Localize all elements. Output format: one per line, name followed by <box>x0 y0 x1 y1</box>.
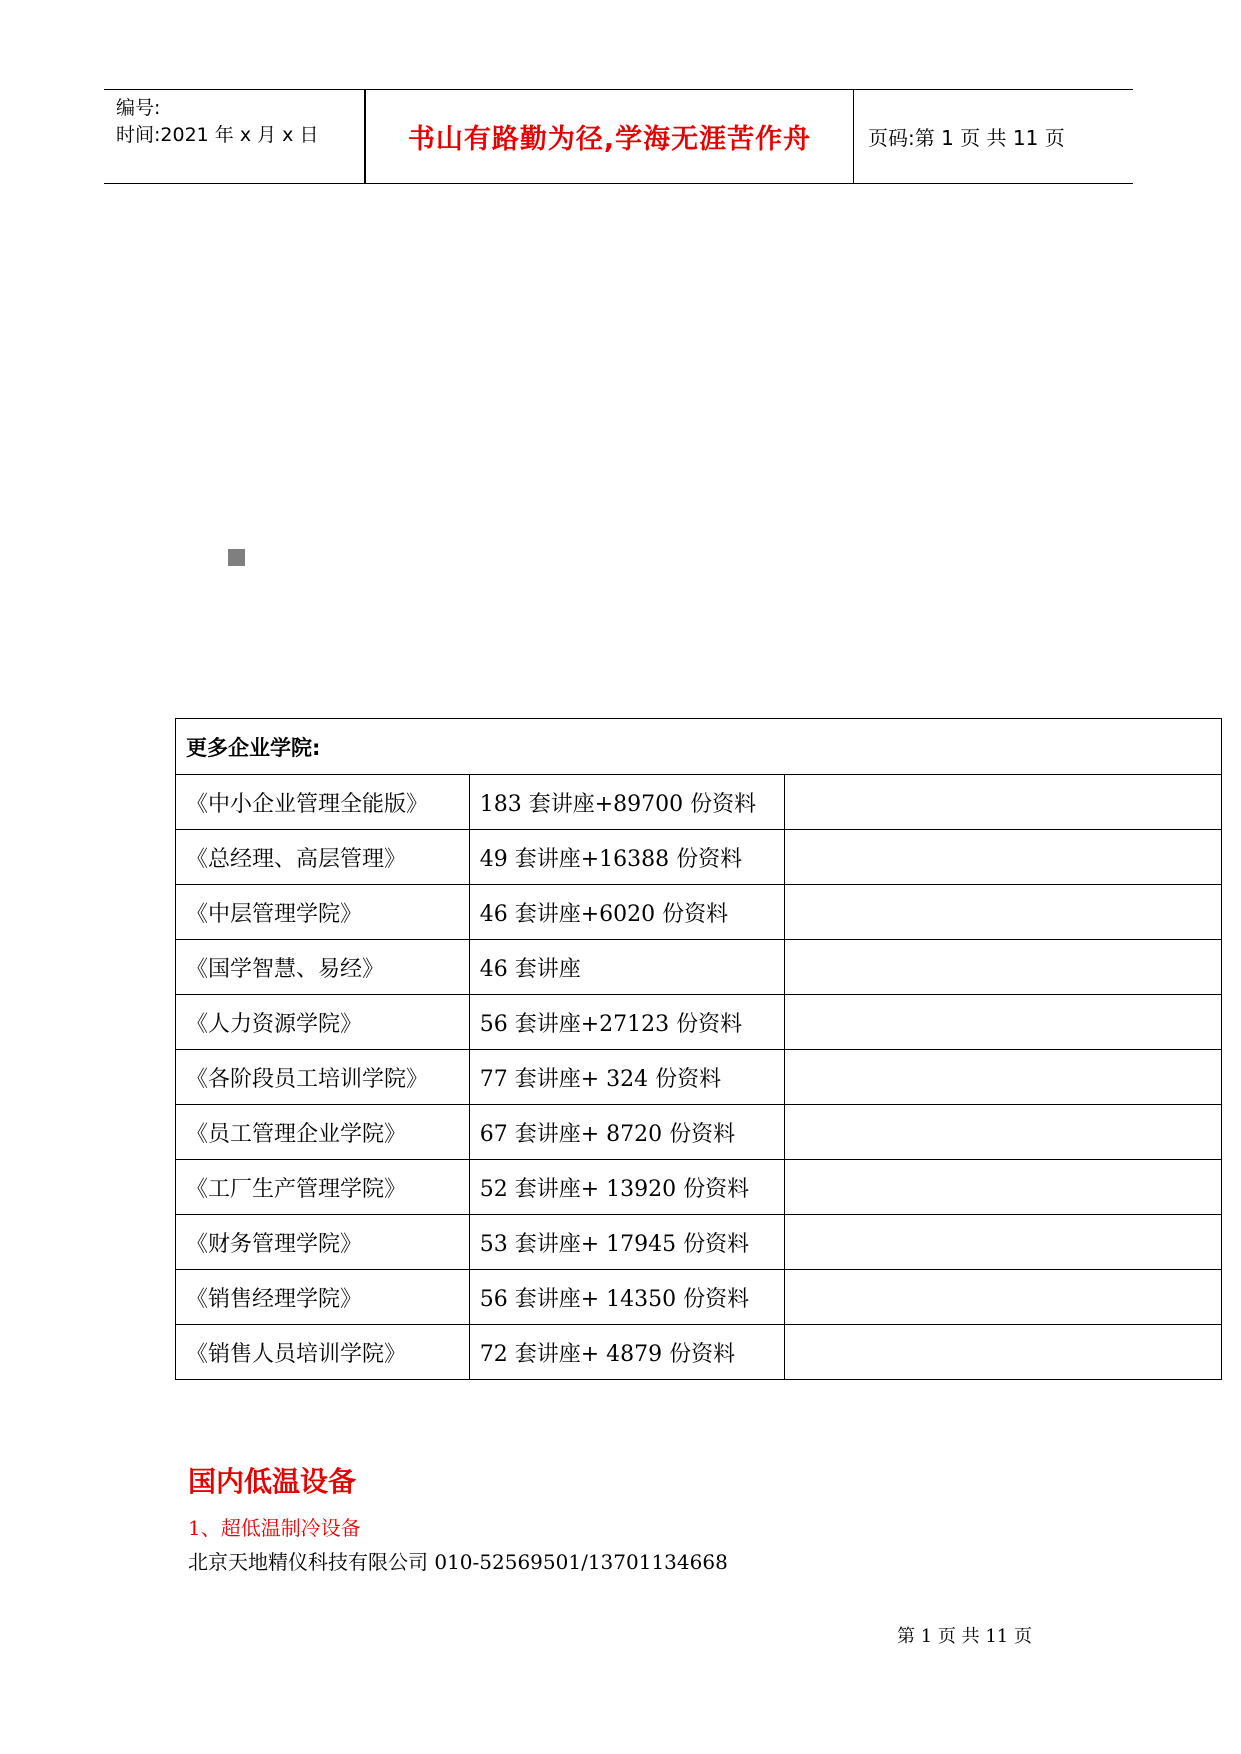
table-row <box>176 1270 1222 1325</box>
header-motto-cell <box>366 90 854 183</box>
table-cell-desc: 72 套讲座+ 4879 份资料 <box>469 1325 785 1380</box>
header-motto: 书山有路勤为径,学海无涯苦作舟 <box>407 124 812 155</box>
document-time-label: 时间:2021 年 x 月 x 日 <box>116 124 319 146</box>
subsection-title: 1、超低温制冷设备 <box>188 1516 361 1540</box>
table-row <box>176 1160 1222 1215</box>
table-cell-extra <box>785 830 1222 885</box>
table-cell-desc: 77 套讲座+ 324 份资料 <box>469 1050 785 1105</box>
table-row <box>176 1325 1222 1380</box>
table-cell-name: 《销售经理学院》 <box>176 1270 470 1325</box>
table-cell-extra <box>785 1050 1222 1105</box>
header-meta-cell <box>104 90 366 183</box>
table-cell-extra <box>785 1160 1222 1215</box>
table-cell-name: 《财务管理学院》 <box>176 1215 470 1270</box>
table-cell-name: 《总经理、高层管理》 <box>176 830 470 885</box>
table-cell-desc: 67 套讲座+ 8720 份资料 <box>469 1105 785 1160</box>
table-cell-extra <box>785 1215 1222 1270</box>
table-cell-desc: 53 套讲座+ 17945 份资料 <box>469 1215 785 1270</box>
table-heading: 更多企业学院: <box>176 719 1222 775</box>
table-cell-name: 《人力资源学院》 <box>176 995 470 1050</box>
table-cell-extra <box>785 1325 1222 1380</box>
table-row <box>176 775 1222 830</box>
table-cell-name: 《工厂生产管理学院》 <box>176 1160 470 1215</box>
table-cell-desc: 56 套讲座+ 14350 份资料 <box>469 1270 785 1325</box>
academy-table <box>175 718 1222 1380</box>
table-cell-extra <box>785 1105 1222 1160</box>
page-header <box>104 89 1133 184</box>
table-row <box>176 940 1222 995</box>
table-cell-name: 《各阶段员工培训学院》 <box>176 1050 470 1105</box>
table-cell-extra <box>785 1270 1222 1325</box>
table-cell-name: 《销售人员培训学院》 <box>176 1325 470 1380</box>
table-row <box>176 885 1222 940</box>
table-cell-name: 《中小企业管理全能版》 <box>176 775 470 830</box>
table-cell-extra <box>785 995 1222 1050</box>
table-row <box>176 830 1222 885</box>
square-bullet-icon <box>228 549 245 566</box>
table-row <box>176 1215 1222 1270</box>
table-cell-name: 《国学智慧、易经》 <box>176 940 470 995</box>
table-row <box>176 1050 1222 1105</box>
table-cell-desc: 49 套讲座+16388 份资料 <box>469 830 785 885</box>
table-row <box>176 1105 1222 1160</box>
company-contact: 北京天地精仪科技有限公司 010-52569501/13701134668 <box>188 1550 728 1574</box>
table-cell-extra <box>785 775 1222 830</box>
document-number-label: 编号: <box>116 97 161 119</box>
table-cell-desc: 56 套讲座+27123 份资料 <box>469 995 785 1050</box>
table-header-row <box>176 719 1222 775</box>
header-page-cell <box>854 90 1133 183</box>
table-cell-desc: 46 套讲座 <box>469 940 785 995</box>
page-footer: 第 1 页 共 11 页 <box>897 1626 1032 1647</box>
table-cell-name: 《员工管理企业学院》 <box>176 1105 470 1160</box>
table-cell-desc: 183 套讲座+89700 份资料 <box>469 775 785 830</box>
table-cell-name: 《中层管理学院》 <box>176 885 470 940</box>
header-page-code: 页码:第 1 页 共 11 页 <box>868 126 1065 150</box>
table-cell-desc: 52 套讲座+ 13920 份资料 <box>469 1160 785 1215</box>
table-cell-extra <box>785 940 1222 995</box>
table-cell-desc: 46 套讲座+6020 份资料 <box>469 885 785 940</box>
table-row <box>176 995 1222 1050</box>
table-cell-extra <box>785 885 1222 940</box>
section-title: 国内低温设备 <box>188 1465 357 1498</box>
